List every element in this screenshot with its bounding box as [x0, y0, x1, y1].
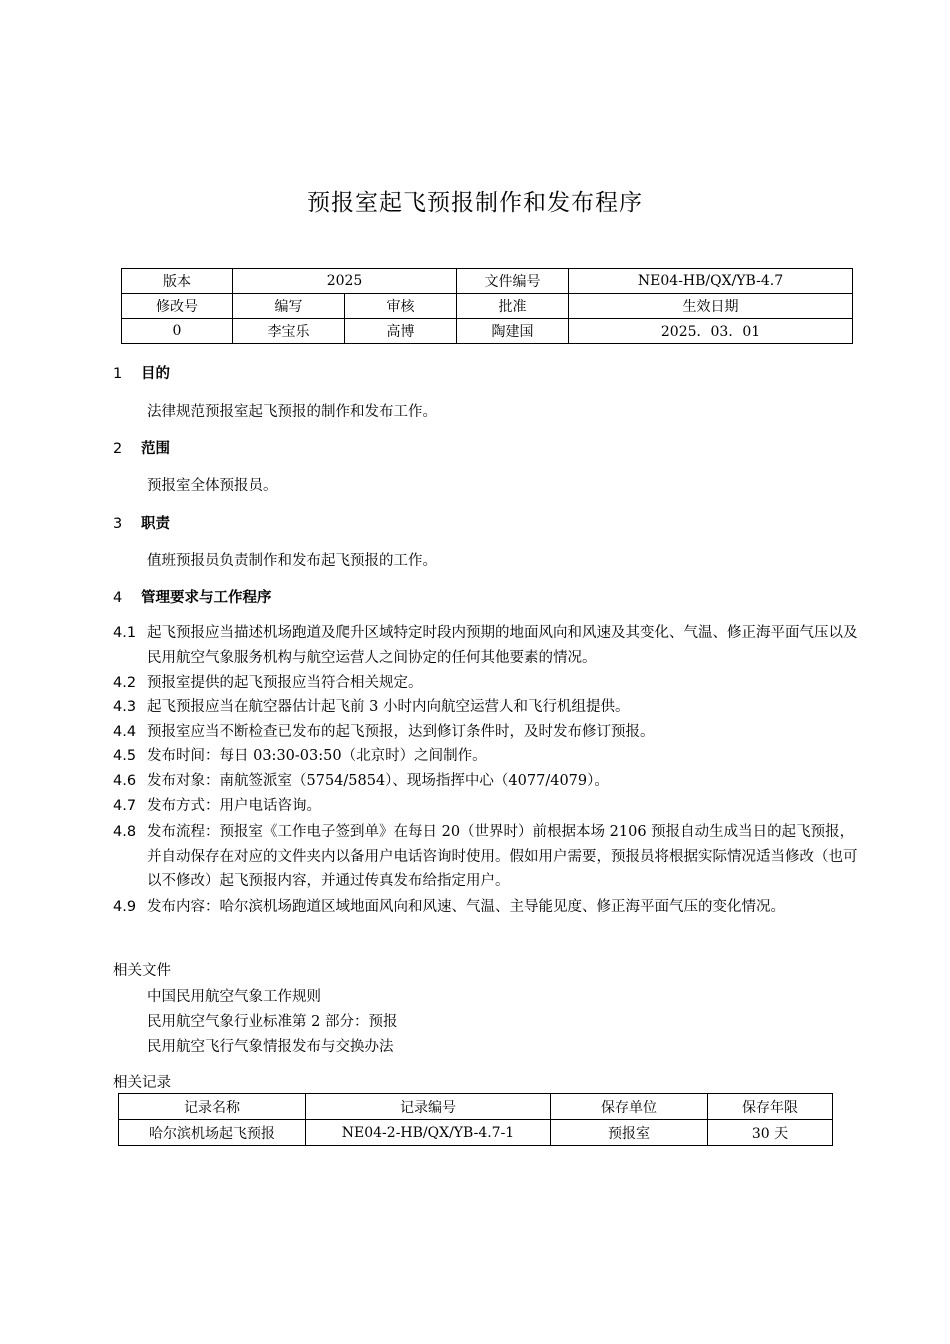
list-item [113, 744, 858, 769]
column-header: 记录编号 [306, 1094, 551, 1120]
section-text-scope: 预报室全体预报员。 [147, 478, 278, 494]
table-row [122, 269, 853, 294]
item-text: 发布对象：南航签派室（5754/5854）、现场指挥中心（4077/4079）。 [147, 773, 609, 789]
doc-no-value: NE04-HB/QX/YB-4.7 [569, 269, 853, 294]
section-text-purpose: 法律规范预报室起飞预报的制作和发布工作。 [147, 404, 437, 420]
review-value: 高博 [345, 319, 457, 344]
list-item [113, 769, 858, 794]
approve-value: 陶建国 [457, 319, 569, 344]
item-text: 发布时间：每日 03:30-03:50（北京时）之间制作。 [147, 748, 487, 764]
rev-value: 0 [122, 319, 233, 344]
author-label: 编写 [233, 294, 345, 319]
table-row [122, 294, 853, 319]
records-table [118, 1093, 833, 1146]
section-number: 4 [113, 590, 123, 606]
related-records-heading: 相关记录 [113, 1075, 171, 1091]
section-number: 1 [113, 366, 123, 382]
section-number: 2 [113, 441, 123, 457]
item-number: 4.7 [113, 798, 137, 814]
item-text: 预报室提供的起飞预报应当符合相关规定。 [147, 675, 423, 691]
column-header: 保存年限 [708, 1094, 833, 1120]
author-value: 李宝乐 [233, 319, 345, 344]
rev-label: 修改号 [122, 294, 233, 319]
table-cell: 预报室 [551, 1120, 708, 1146]
table-row [122, 319, 853, 344]
column-header: 保存单位 [551, 1094, 708, 1120]
related-doc-item: 中国民用航空气象工作规则 [147, 989, 321, 1005]
section-heading-procedure [113, 586, 272, 607]
document-meta-table [121, 268, 853, 344]
item-number: 4.4 [113, 724, 137, 740]
related-doc-item: 民用航空气象行业标准第 2 部分：预报 [147, 1014, 398, 1030]
effective-date-label: 生效日期 [569, 294, 853, 319]
table-cell: NE04-2-HB/QX/YB-4.7-1 [306, 1120, 551, 1146]
table-header-row [119, 1094, 833, 1120]
item-number: 4.1 [113, 625, 137, 641]
list-item [113, 895, 858, 920]
effective-date-value: 2025．03．01 [569, 319, 853, 344]
related-docs-heading: 相关文件 [113, 963, 171, 979]
item-text: 起飞预报应当在航空器估计起飞前 3 小时内向航空运营人和飞行机组提供。 [147, 699, 630, 715]
section-heading-purpose [113, 362, 170, 383]
approve-label: 批准 [457, 294, 569, 319]
item-text: 发布方式：用户电话咨询。 [147, 798, 321, 814]
item-number: 4.9 [113, 899, 137, 915]
item-number: 4.2 [113, 675, 137, 691]
doc-no-label: 文件编号 [457, 269, 569, 294]
item-text: 预报室应当不断检查已发布的起飞预报，达到修订条件时，及时发布修订预报。 [147, 724, 655, 740]
related-doc-item: 民用航空飞行气象情报发布与交换办法 [147, 1039, 394, 1055]
table-cell: 哈尔滨机场起飞预报 [119, 1120, 306, 1146]
section-title: 职责 [141, 516, 170, 532]
section-heading-responsibility [113, 512, 170, 533]
item-text: 发布内容：哈尔滨机场跑道区域地面风向和风速、气温、主导能见度、修正海平面气压的变化情况。 [147, 899, 785, 915]
section-title: 范围 [141, 441, 170, 457]
item-number: 4.3 [113, 699, 137, 715]
list-item [113, 794, 858, 819]
table-row [119, 1120, 833, 1146]
item-number: 4.5 [113, 748, 137, 764]
review-label: 审核 [345, 294, 457, 319]
column-header: 记录名称 [119, 1094, 306, 1120]
list-item [113, 671, 858, 696]
section-text-responsibility: 值班预报员负责制作和发布起飞预报的工作。 [147, 553, 437, 569]
section-heading-scope [113, 437, 170, 458]
list-item [113, 720, 858, 745]
section-title: 目的 [141, 366, 170, 382]
item-text: 发布流程：预报室《工作电子签到单》在每日 20（世界时）前根据本场 2106 预报自动生成当日的起飞预报，并自动保存在对应的文件夹内以备用户电话咨询时使用。假如用户需要，预报员将根据实际情况适当修改（也可以不修改）起飞预报内容，并通过传真发布给指定用户。 [147, 824, 858, 889]
list-item [113, 695, 858, 720]
item-number: 4.8 [113, 824, 137, 840]
list-item [113, 621, 858, 670]
list-item [113, 820, 858, 894]
section-number: 3 [113, 516, 123, 532]
item-text: 起飞预报应当描述机场跑道及爬升区域特定时段内预期的地面风向和风速及其变化、气温、修正海平面气压以及民用航空气象服务机构与航空运营人之间协定的任何其他要素的情况。 [147, 625, 858, 666]
table-cell: 30 天 [708, 1120, 833, 1146]
page-title: 预报室起飞预报制作和发布程序 [307, 190, 643, 216]
version-value: 2025 [233, 269, 457, 294]
section-title: 管理要求与工作程序 [141, 590, 272, 606]
item-number: 4.6 [113, 773, 137, 789]
version-label: 版本 [122, 269, 233, 294]
